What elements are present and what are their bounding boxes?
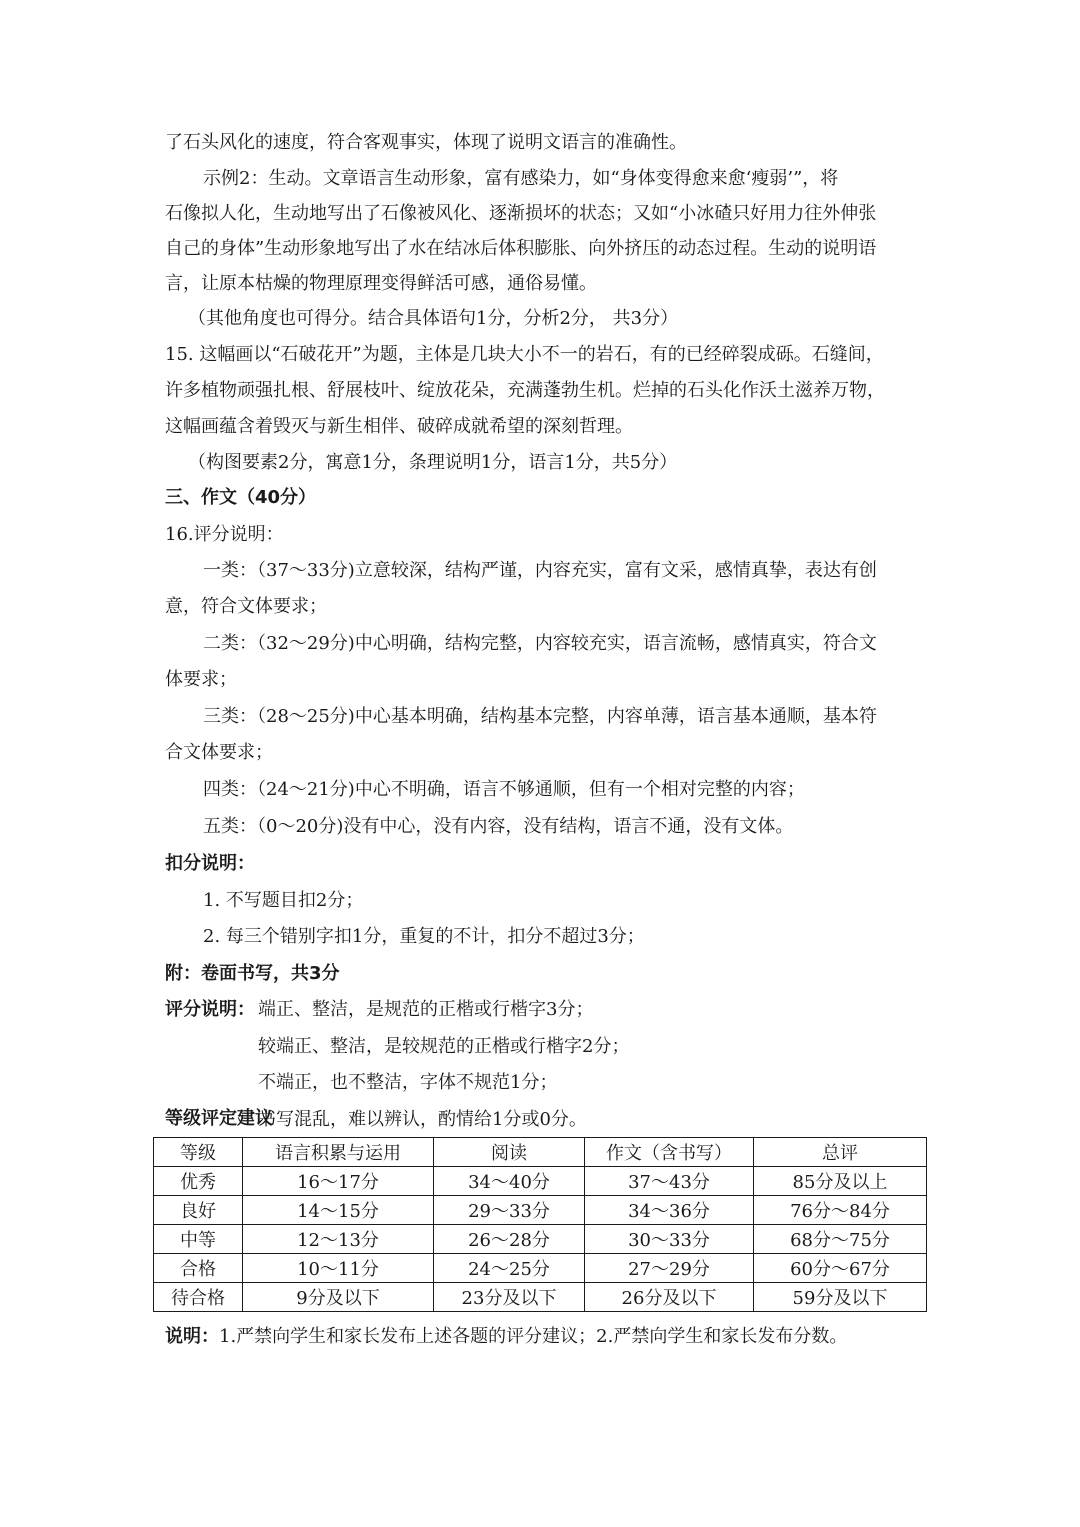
- table-cell: 优秀: [154, 1167, 243, 1196]
- answer-15-line-1: 15. 这幅画以“石破花开”为题，主体是几块大小不一的岩石，有的已经碎裂成砾。石缝间，: [165, 344, 884, 365]
- grade-class-1-line-2: 意，符合文体要求；: [165, 596, 327, 617]
- grade-table: [153, 1137, 927, 1312]
- handwriting-heading: 附：卷面书写，共3分: [165, 963, 340, 984]
- table-row: [154, 1254, 927, 1283]
- answer-14-example-2-line-1: 示例2：生动。文章语言生动形象，富有感染力，如“身体变得愈来愈‘瘦弱’”，将: [203, 168, 839, 189]
- table-header-cell: 语言积累与运用: [243, 1138, 434, 1167]
- grade-class-4: 四类：（24～21分)中心不明确，语言不够通顺，但有一个相对完整的内容；: [203, 779, 805, 800]
- table-cell: 26～28分: [434, 1225, 585, 1254]
- table-cell: 76分～84分: [754, 1196, 927, 1225]
- table-cell: 9分及以下: [243, 1283, 434, 1312]
- table-cell: 23分及以下: [434, 1283, 585, 1312]
- table-row: [154, 1167, 927, 1196]
- deduction-heading: 扣分说明：: [165, 853, 255, 874]
- table-row: [154, 1196, 927, 1225]
- table-cell: 34～36分: [585, 1196, 754, 1225]
- table-cell: 30～33分: [585, 1225, 754, 1254]
- table-header-cell: 阅读: [434, 1138, 585, 1167]
- table-cell: 34～40分: [434, 1167, 585, 1196]
- answer-15-scoring-note: （构图要素2分，寓意1分，条理说明1分，语言1分，共5分）: [188, 452, 678, 473]
- table-header-row: [154, 1138, 927, 1167]
- section-3-heading: 三、作文（40分）: [165, 487, 317, 508]
- table-cell: 良好: [154, 1196, 243, 1225]
- table-cell: 85分及以上: [754, 1167, 927, 1196]
- footer-note: [165, 1318, 847, 1355]
- table-row: [154, 1283, 927, 1312]
- table-cell: 12～13分: [243, 1225, 434, 1254]
- answer-14-example-2-line-4: 言，让原本枯燥的物理原理变得鲜活可感，通俗易懂。: [165, 273, 597, 294]
- table-header-cell: 作文（含书写）: [585, 1138, 754, 1167]
- grade-class-3-line-2: 合文体要求；: [165, 742, 273, 763]
- grade-class-3-line-1: 三类：（28～25分)中心基本明确，结构基本完整，内容单薄，语言基本通顺，基本符: [203, 706, 877, 727]
- table-cell: 24～25分: [434, 1254, 585, 1283]
- grade-suggestion-heading: 等级评定建议: [165, 1108, 273, 1129]
- grade-class-2-line-2: 体要求；: [165, 669, 237, 690]
- grade-class-2-line-1: 二类：（32～29分)中心明确，结构完整，内容较充实，语言流畅，感情真实，符合文: [203, 633, 877, 654]
- table-cell: 26分及以下: [585, 1283, 754, 1312]
- table-cell: 16～17分: [243, 1167, 434, 1196]
- deduction-item-1: 1. 不写题目扣2分；: [203, 890, 364, 911]
- answer-15-line-2: 许多植物顽强扎根、舒展枝叶、绽放花朵，充满蓬勃生机。烂掉的石头化作沃土滋养万物，: [165, 380, 885, 401]
- footer-note-text: 1.严禁向学生和家长发布上述各题的评分建议；2.严禁向学生和家长发布分数。: [219, 1326, 848, 1347]
- handwriting-level-1: 端正、整洁，是规范的正楷或行楷字3分；: [258, 999, 594, 1020]
- table-cell: 60分～67分: [754, 1254, 927, 1283]
- table-header-cell: 总评: [754, 1138, 927, 1167]
- handwriting-level-2: 较端正、整洁，是较规范的正楷或行楷字2分；: [258, 1036, 630, 1057]
- footer-note-label: 说明：: [165, 1326, 219, 1347]
- answer-14-example-2-line-3: 自己的身体”生动形象地写出了水在结冰后体积膨胀、向外挤压的动态过程。生动的说明语: [165, 238, 877, 259]
- grade-class-5: 五类：（0～20分)没有中心，没有内容，没有结构，语言不通，没有文体。: [203, 816, 794, 837]
- table-cell: 68分～75分: [754, 1225, 927, 1254]
- table-cell: 合格: [154, 1254, 243, 1283]
- table-cell: 中等: [154, 1225, 243, 1254]
- deduction-item-2: 2. 每三个错别字扣1分，重复的不计，扣分不超过3分；: [203, 926, 645, 947]
- table-row: [154, 1225, 927, 1254]
- table-cell: 27～29分: [585, 1254, 754, 1283]
- table-cell: 37～43分: [585, 1167, 754, 1196]
- table-cell: 29～33分: [434, 1196, 585, 1225]
- answer-14-text-line-1: 了石头风化的速度，符合客观事实，体现了说明文语言的准确性。: [165, 132, 687, 153]
- answer-14-scoring-note: （其他角度也可得分。结合具体语句1分，分析2分， 共3分）: [188, 308, 679, 329]
- table-cell: 待合格: [154, 1283, 243, 1312]
- table-cell: 59分及以下: [754, 1283, 927, 1312]
- table-cell: 10～11分: [243, 1254, 434, 1283]
- q16-scoring-heading: 16.评分说明：: [165, 524, 284, 545]
- grade-class-1-line-1: 一类：（37～33分)立意较深，结构严谨，内容充实，富有文采，感情真挚，表达有创: [203, 560, 877, 581]
- handwriting-scoring-label: 评分说明：: [165, 999, 255, 1020]
- answer-15-line-3: 这幅画蕴含着毁灭与新生相伴、破碎成就希望的深刻哲理。: [165, 416, 633, 437]
- answer-14-example-2-line-2: 石像拟人化，生动地写出了石像被风化、逐渐损坏的状态；又如“小冰碴只好用力往外伸张: [165, 203, 877, 224]
- table-header-cell: 等级: [154, 1138, 243, 1167]
- table-cell: 14～15分: [243, 1196, 434, 1225]
- handwriting-level-4: 书写混乱，难以辨认，酌情给1分或0分。: [258, 1109, 587, 1130]
- handwriting-level-3: 不端正，也不整洁，字体不规范1分；: [258, 1072, 558, 1093]
